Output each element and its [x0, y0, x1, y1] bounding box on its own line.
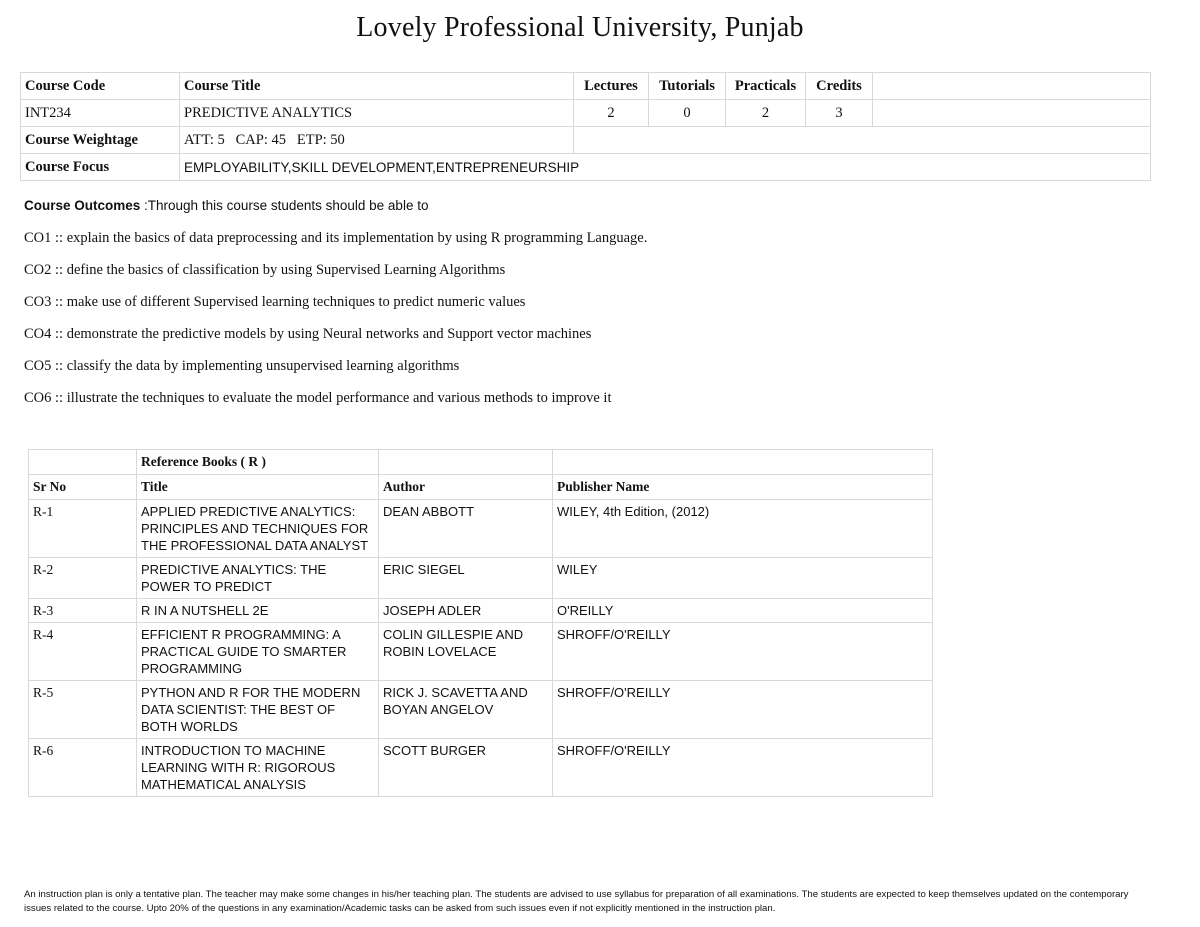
- ref-publisher: O'REILLY: [553, 599, 933, 623]
- reference-books-table: [28, 449, 933, 797]
- ref-author: DEAN ABBOTT: [379, 500, 553, 558]
- practicals-label: Practicals: [726, 73, 806, 100]
- course-title-label: Course Title: [180, 73, 574, 100]
- table-row: [29, 681, 933, 739]
- ref-author: JOSEPH ADLER: [379, 599, 553, 623]
- author-header: Author: [379, 475, 553, 500]
- ref-title: PREDICTIVE ANALYTICS: THE POWER TO PREDICT: [137, 558, 379, 599]
- title-header: Title: [137, 475, 379, 500]
- empty-cell: [379, 450, 553, 475]
- course-outcomes-label: Course Outcomes: [24, 198, 141, 213]
- empty-cell: [29, 450, 137, 475]
- ref-sr: R-1: [29, 500, 137, 558]
- publisher-header: Publisher Name: [553, 475, 933, 500]
- ref-author: COLIN GILLESPIE AND ROBIN LOVELACE: [379, 623, 553, 681]
- course-outcomes-intro: :Through this course students should be able to: [140, 198, 429, 213]
- empty-cell: [873, 73, 1151, 100]
- course-info-table: [20, 72, 1151, 181]
- reference-books-heading: Reference Books ( R ): [137, 450, 379, 475]
- table-row: [29, 599, 933, 623]
- ref-title: INTRODUCTION TO MACHINE LEARNING WITH R: RIGOROUS MATHEMATICAL ANALYSIS: [137, 739, 379, 797]
- table-row: [29, 500, 933, 558]
- footer-disclaimer: An instruction plan is only a tentative plan. The teacher may make some changes in his/her teaching plan. The students are advised to use syllabus for preparation of all examinations. The students are expected to keep themselves updated on the contemporary issues related to the course. Upto 20% of the questions in any examination/Academic tasks can be asked from such issues even if not explicitly mentioned in the instruction plan.: [24, 889, 1129, 914]
- ref-sr: R-5: [29, 681, 137, 739]
- table-row: [29, 623, 933, 681]
- table-row: [29, 558, 933, 599]
- ref-title: PYTHON AND R FOR THE MODERN DATA SCIENTIST: THE BEST OF BOTH WORLDS: [137, 681, 379, 739]
- ref-publisher: SHROFF/O'REILLY: [553, 623, 933, 681]
- outcome-item: CO5 :: classify the data by implementing unsupervised learning algorithms: [24, 358, 460, 374]
- ref-title: APPLIED PREDICTIVE ANALYTICS: PRINCIPLES AND TECHNIQUES FOR THE PROFESSIONAL DATA ANALYST: [137, 500, 379, 558]
- ref-author: ERIC SIEGEL: [379, 558, 553, 599]
- tutorials-value: 0: [649, 100, 726, 127]
- course-focus-label: Course Focus: [21, 154, 180, 181]
- practicals-value: 2: [726, 100, 806, 127]
- empty-cell: [574, 127, 1151, 154]
- course-weightage-value: ATT: 5 CAP: 45 ETP: 50: [180, 127, 574, 154]
- ref-publisher: SHROFF/O'REILLY: [553, 681, 933, 739]
- empty-cell: [873, 100, 1151, 127]
- empty-cell: [553, 450, 933, 475]
- ref-sr: R-4: [29, 623, 137, 681]
- credits-label: Credits: [806, 73, 873, 100]
- course-code-label: Course Code: [21, 73, 180, 100]
- course-title-value: PREDICTIVE ANALYTICS: [180, 100, 574, 127]
- course-outcomes-heading: [24, 198, 428, 213]
- ref-publisher: WILEY: [553, 558, 933, 599]
- ref-title: EFFICIENT R PROGRAMMING: A PRACTICAL GUIDE TO SMARTER PROGRAMMING: [137, 623, 379, 681]
- tutorials-label: Tutorials: [649, 73, 726, 100]
- outcome-item: CO1 :: explain the basics of data preprocessing and its implementation by using R programming Language.: [24, 230, 648, 246]
- page-title: Lovely Professional University, Punjab: [356, 12, 804, 43]
- course-focus-value: EMPLOYABILITY,SKILL DEVELOPMENT,ENTREPRENEURSHIP: [180, 154, 1151, 181]
- ref-author: RICK J. SCAVETTA AND BOYAN ANGELOV: [379, 681, 553, 739]
- lectures-label: Lectures: [574, 73, 649, 100]
- ref-sr: R-3: [29, 599, 137, 623]
- ref-publisher: SHROFF/O'REILLY: [553, 739, 933, 797]
- ref-publisher: WILEY, 4th Edition, (2012): [553, 500, 933, 558]
- outcome-item: CO2 :: define the basics of classification by using Supervised Learning Algorithms: [24, 262, 506, 278]
- ref-title: R IN A NUTSHELL 2E: [137, 599, 379, 623]
- credits-value: 3: [806, 100, 873, 127]
- outcome-item: CO6 :: illustrate the techniques to evaluate the model performance and various methods to improve it: [24, 390, 612, 406]
- ref-sr: R-6: [29, 739, 137, 797]
- sr-no-header: Sr No: [29, 475, 137, 500]
- table-row: [29, 739, 933, 797]
- outcome-item: CO3 :: make use of different Supervised learning techniques to predict numeric values: [24, 294, 526, 310]
- outcome-item: CO4 :: demonstrate the predictive models by using Neural networks and Support vector machines: [24, 326, 592, 342]
- ref-author: SCOTT BURGER: [379, 739, 553, 797]
- ref-sr: R-2: [29, 558, 137, 599]
- lectures-value: 2: [574, 100, 649, 127]
- course-weightage-label: Course Weightage: [21, 127, 180, 154]
- course-code-value: INT234: [21, 100, 180, 127]
